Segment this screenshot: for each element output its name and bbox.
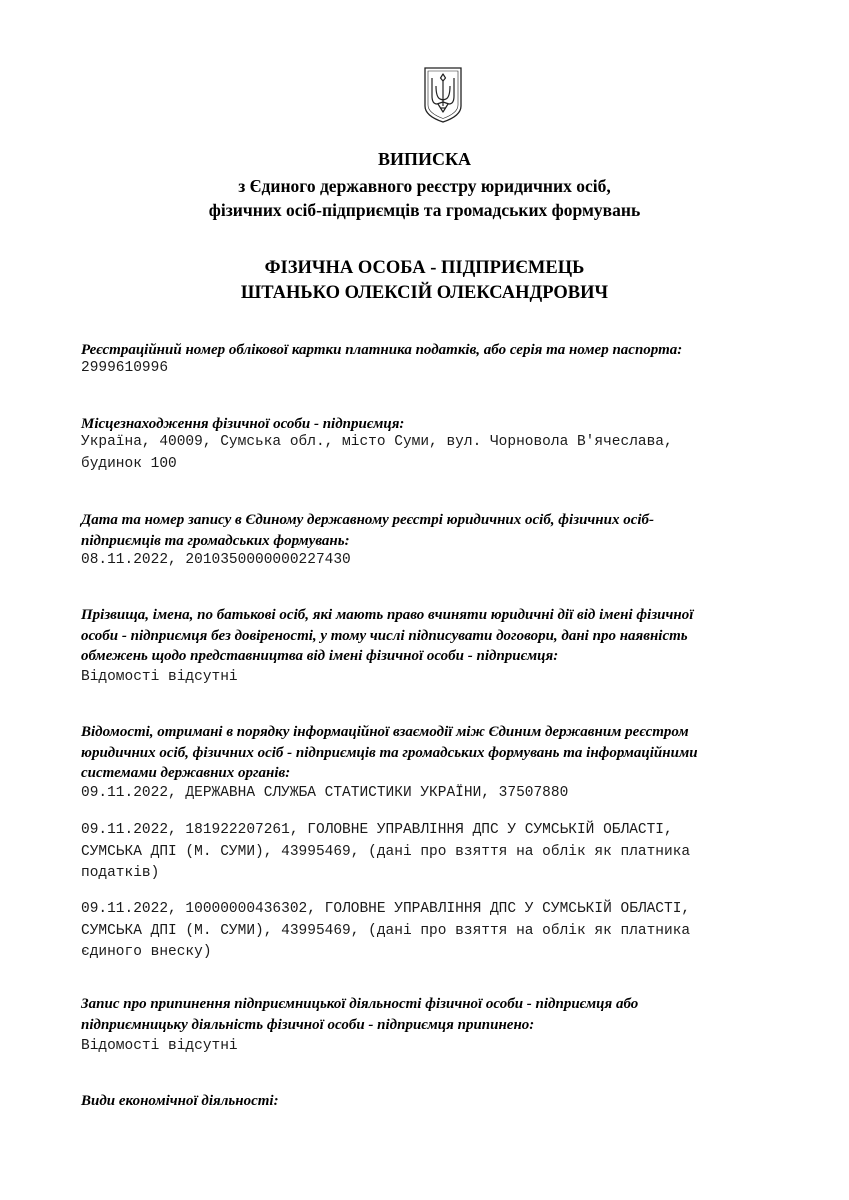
tax-number-label: Реєстраційний номер облікової картки платника податків, або серія та номер паспорта: xyxy=(81,342,683,358)
trident-coat-of-arms-icon xyxy=(423,66,463,124)
economic-activity-label: Види економічної діяльності: xyxy=(81,1093,279,1109)
authorized-persons-value: Відомості відсутні xyxy=(81,669,238,685)
subtitle-line-2: фізичних осіб-підприємців та громадських формувань xyxy=(208,200,641,220)
document-title: ВИПИСКА xyxy=(377,149,472,169)
interaction-entry: 09.11.2022, ДЕРЖАВНА СЛУЖБА СТАТИСТИКИ УКРАЇНИ, 37507880 xyxy=(81,785,569,801)
subtitle-line-1: з Єдиного державного реєстру юридичних осіб, xyxy=(238,176,611,196)
record-value: 08.11.2022, 2010350000000227430 xyxy=(81,552,351,568)
interaction-entry: 09.11.2022, 10000000436302, ГОЛОВНЕ УПРАВЛІННЯ ДПС У СУМСЬКІЙ ОБЛАСТІ, СУМСЬКА ДПІ (М. СУМИ), 43995469, (дані про взяття на облік як платника єдиного внеску) xyxy=(81,901,691,960)
interaction-entry: 09.11.2022, 181922207261, ГОЛОВНЕ УПРАВЛІННЯ ДПС У СУМСЬКІЙ ОБЛАСТІ, СУМСЬКА ДПІ (М. СУМИ), 43995469, (дані про взяття на облік як платника податків) xyxy=(81,822,691,881)
authorized-persons-label: Прізвища, імена, по батькові осіб, які мають право вчиняти юридичні дії від імені фізичної особи - підприємця без довіреності, у тому числі підписувати договори, дані про наявність обмежень щодо представництва від імені фізичної особи - підприємця: xyxy=(81,607,694,664)
document-subtitle xyxy=(0,174,849,222)
location-label: Місцезнаходження фізичної особи - підприємця: xyxy=(81,416,405,432)
termination-value: Відомості відсутні xyxy=(81,1038,238,1054)
record-label: Дата та номер запису в Єдиному державному реєстрі юридичних осіб, фізичних осіб- підприємців та громадських формувань: xyxy=(81,512,655,549)
termination-label: Запис про припинення підприємницької діяльності фізичної особи - підприємця або підприємницьку діяльність фізичної особи - підприємця припинено: xyxy=(81,996,639,1033)
entity-kind: ФІЗИЧНА ОСОБА - ПІДПРИЄМЕЦЬ xyxy=(264,258,585,278)
location-value: Україна, 40009, Сумська обл., місто Суми, вул. Чорновола В'ячеслава, будинок 100 xyxy=(81,434,673,472)
tax-number-value: 2999610996 xyxy=(81,360,169,376)
interaction-info-label: Відомості, отримані в порядку інформаційної взаємодії між Єдиним державним реєстром юридичних осіб, фізичних осіб - підприємців та громадських формувань та інформаційними системами державних органів: xyxy=(81,724,698,781)
entity-name: ШТАНЬКО ОЛЕКСІЙ ОЛЕКСАНДРОВИЧ xyxy=(240,283,609,303)
